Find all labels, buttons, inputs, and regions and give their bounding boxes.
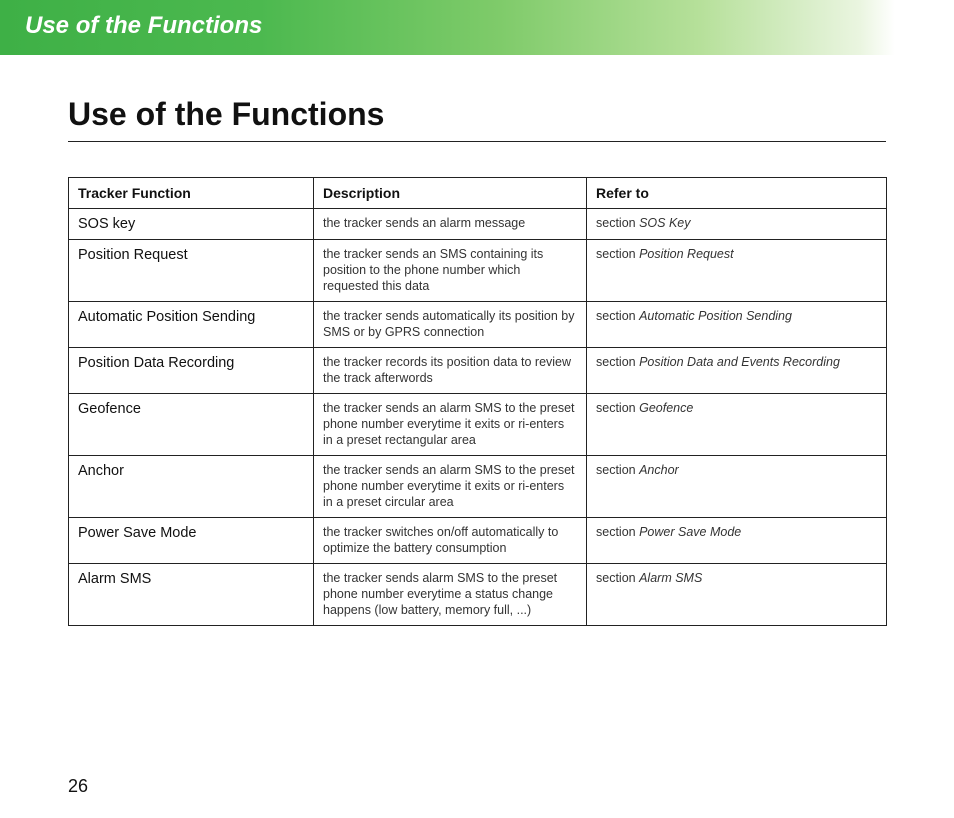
function-cell: Automatic Position Sending <box>69 302 314 348</box>
column-header-function: Tracker Function <box>69 178 314 209</box>
description-cell: the tracker sends an SMS containing its position to the phone number which requested this data <box>314 240 587 302</box>
reference-cell <box>587 394 887 456</box>
reference-prefix: section <box>596 571 636 585</box>
reference-target: Position Data and Events Recording <box>639 355 840 369</box>
table-row <box>69 518 887 564</box>
banner-title: Use of the Functions <box>25 12 263 39</box>
function-cell: Power Save Mode <box>69 518 314 564</box>
description-cell: the tracker sends an alarm SMS to the preset phone number everytime it exits or ri-enters in a preset rectangular area <box>314 394 587 456</box>
function-cell: Anchor <box>69 456 314 518</box>
reference-cell <box>587 348 887 394</box>
reference-target: Position Request <box>639 247 734 261</box>
function-cell: Geofence <box>69 394 314 456</box>
reference-prefix: section <box>596 355 636 369</box>
column-header-description: Description <box>314 178 587 209</box>
description-cell: the tracker switches on/off automatically to optimize the battery consumption <box>314 518 587 564</box>
table-row <box>69 209 887 240</box>
header-banner <box>0 0 954 55</box>
reference-prefix: section <box>596 401 636 415</box>
reference-target: SOS Key <box>639 216 691 230</box>
table-row <box>69 394 887 456</box>
reference-target: Automatic Position Sending <box>639 309 792 323</box>
description-cell: the tracker records its position data to review the track afterwords <box>314 348 587 394</box>
reference-prefix: section <box>596 247 636 261</box>
reference-prefix: section <box>596 309 636 323</box>
table-row <box>69 564 887 626</box>
reference-cell <box>587 518 887 564</box>
function-cell: Position Request <box>69 240 314 302</box>
reference-prefix: section <box>596 463 636 477</box>
title-divider <box>68 141 886 142</box>
description-cell: the tracker sends an alarm message <box>314 209 587 240</box>
reference-target: Anchor <box>639 463 679 477</box>
description-cell: the tracker sends automatically its position by SMS or by GPRS connection <box>314 302 587 348</box>
reference-cell <box>587 302 887 348</box>
reference-cell <box>587 209 887 240</box>
table-row <box>69 456 887 518</box>
reference-prefix: section <box>596 525 636 539</box>
table-row <box>69 302 887 348</box>
description-cell: the tracker sends alarm SMS to the preset phone number everytime a status change happens (low battery, memory full, ...) <box>314 564 587 626</box>
page-number: 26 <box>68 776 89 796</box>
functions-table <box>68 177 887 626</box>
table-header-row <box>69 178 887 209</box>
reference-target: Geofence <box>639 401 694 415</box>
reference-cell <box>587 564 887 626</box>
page-title: Use of the Functions <box>68 96 385 132</box>
reference-target: Power Save Mode <box>639 525 742 539</box>
table-row <box>69 240 887 302</box>
description-cell: the tracker sends an alarm SMS to the preset phone number everytime it exits or ri-enters in a preset circular area <box>314 456 587 518</box>
table-row <box>69 348 887 394</box>
function-cell: SOS key <box>69 209 314 240</box>
reference-cell <box>587 456 887 518</box>
column-header-refer-to: Refer to <box>587 178 887 209</box>
reference-prefix: section <box>596 216 636 230</box>
function-cell: Position Data Recording <box>69 348 314 394</box>
reference-cell <box>587 240 887 302</box>
function-cell: Alarm SMS <box>69 564 314 626</box>
reference-target: Alarm SMS <box>639 571 703 585</box>
